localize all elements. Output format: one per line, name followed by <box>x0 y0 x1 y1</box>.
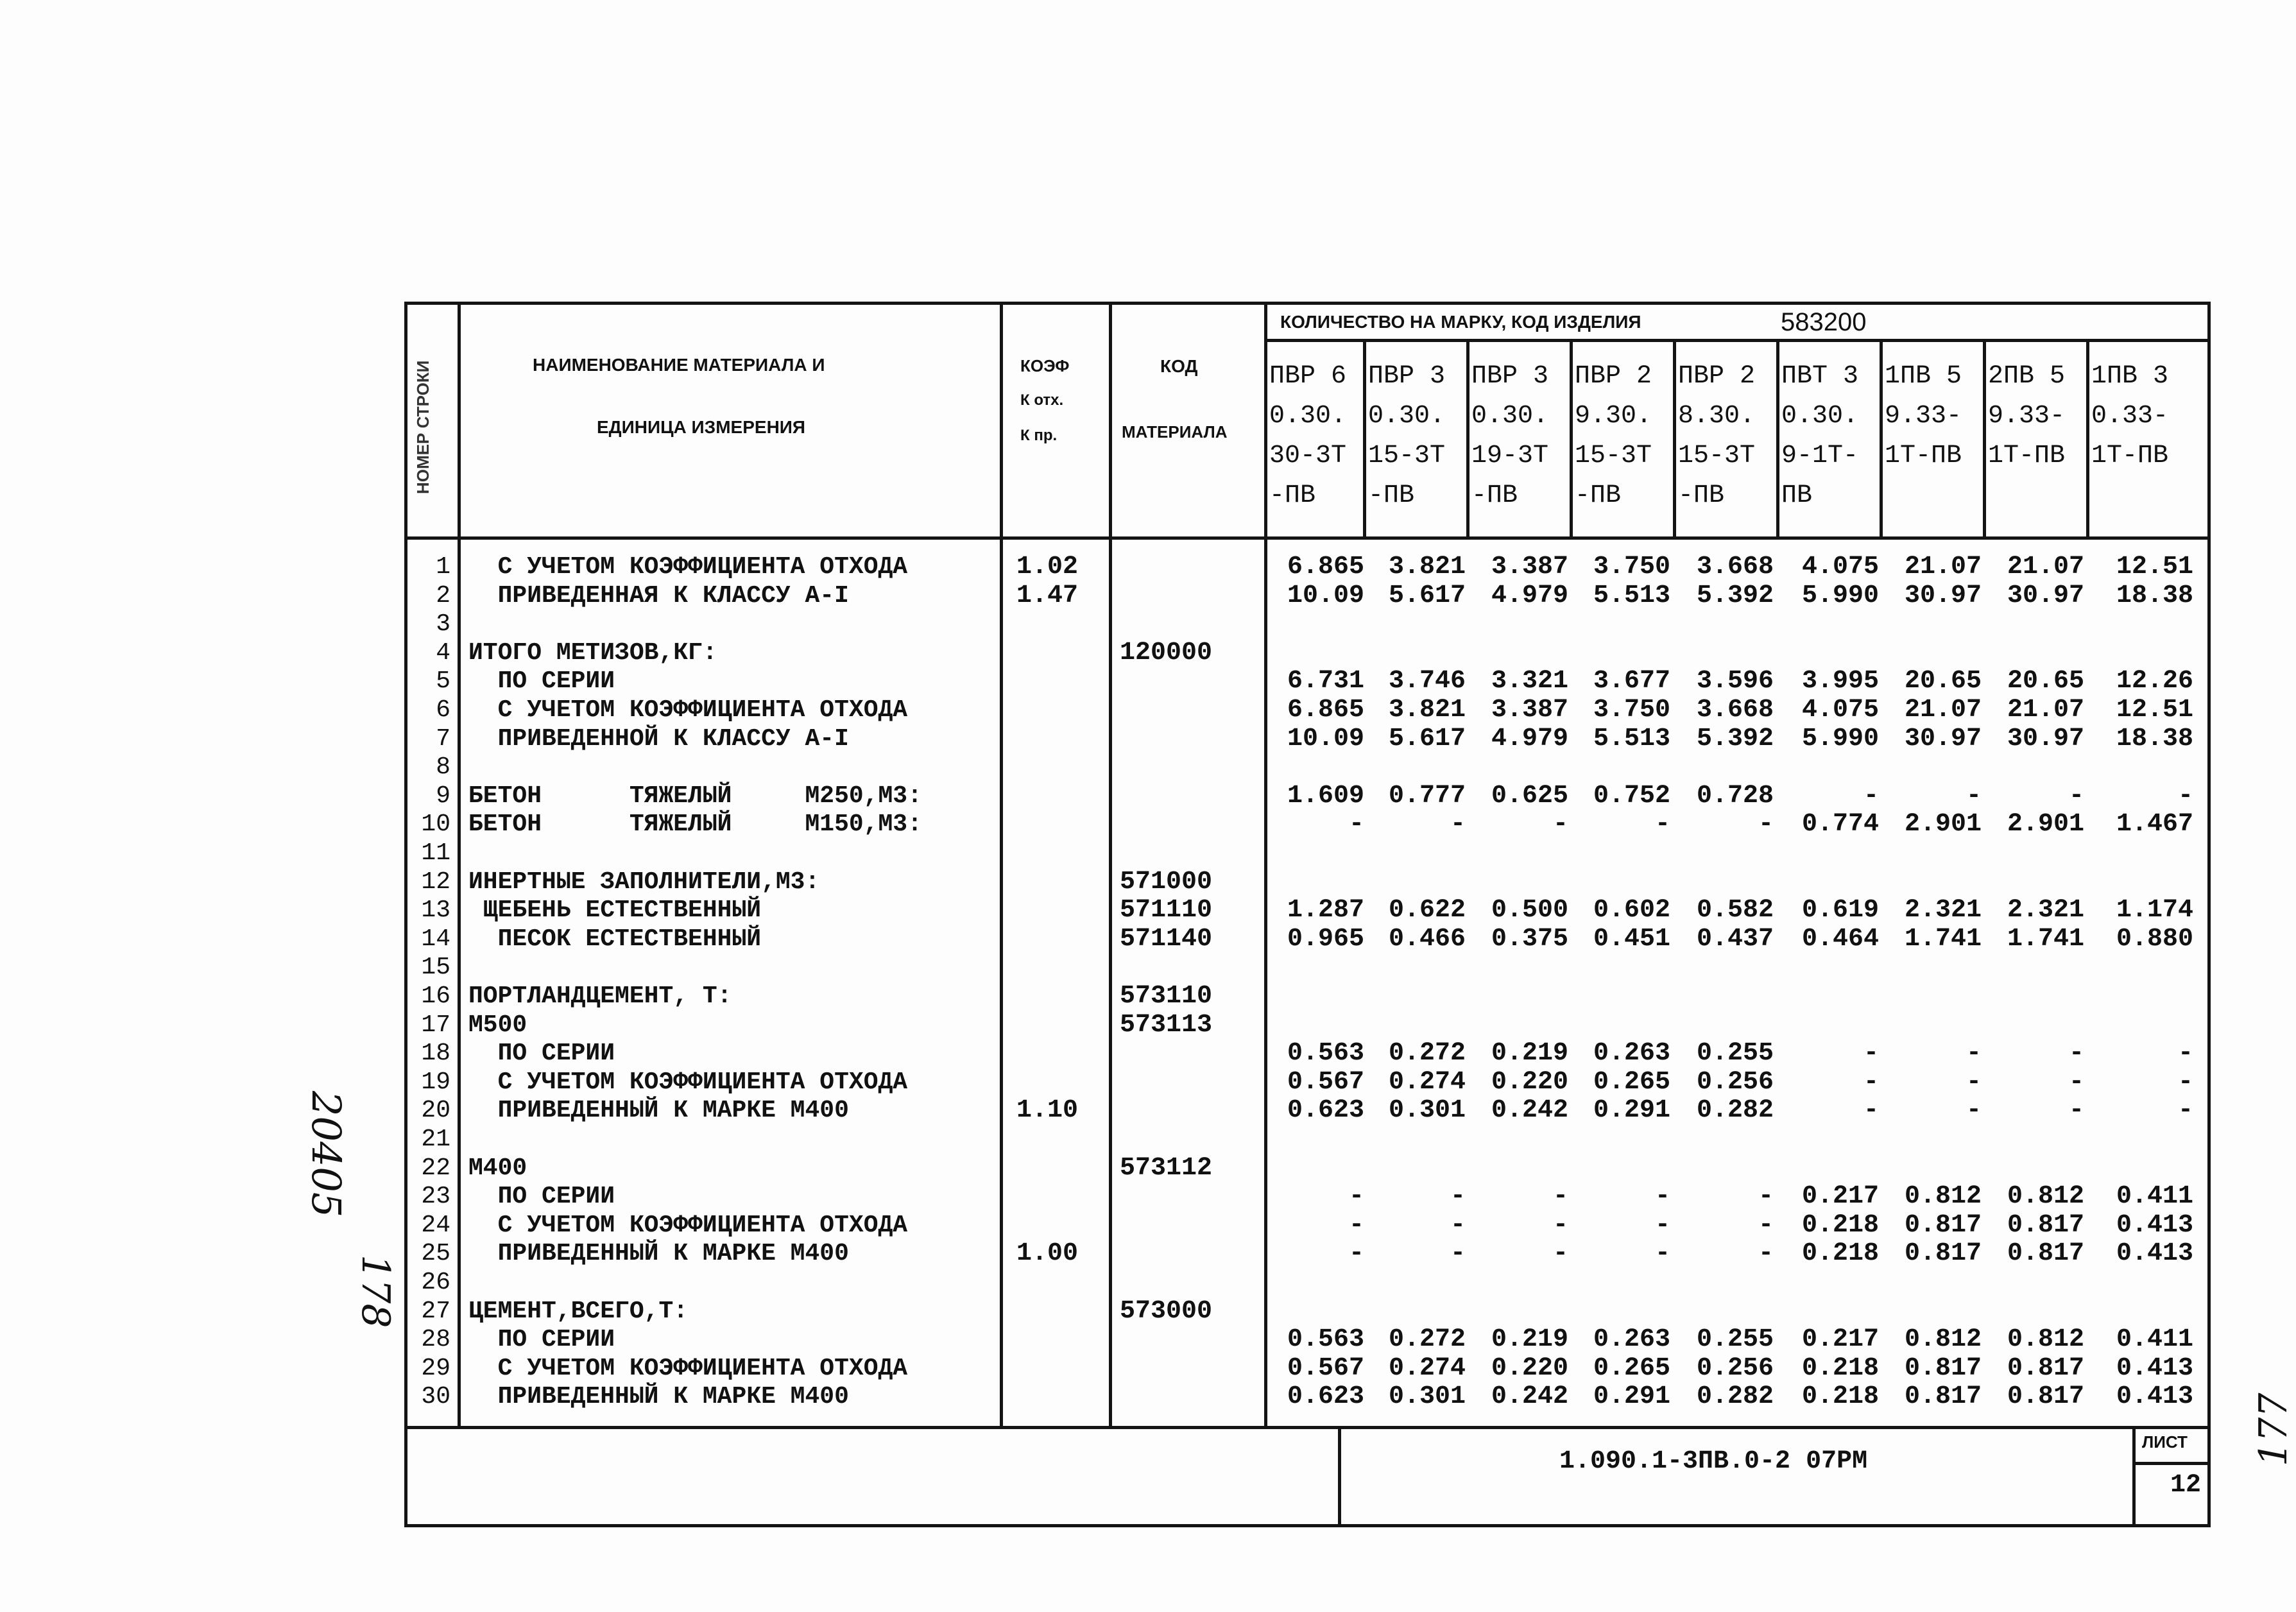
quantity-cell: - <box>2068 1096 2084 1126</box>
product-column-header-line: -ПВ <box>1471 481 1518 510</box>
quantity-cell: 0.752 <box>1593 781 1670 810</box>
quantity-cell: 0.817 <box>2007 1353 2084 1383</box>
product-column-header-line: 8.30. <box>1678 402 1756 431</box>
margin-page-right: 177 <box>2251 1393 2296 1466</box>
quantity-cell: 0.567 <box>1287 1353 1364 1383</box>
material-name: ПО СЕРИИ <box>468 1183 615 1211</box>
sheet-number: 12 <box>2170 1471 2202 1500</box>
quantity-cell: 0.217 <box>1801 1182 1879 1212</box>
product-column-header-line: 9.33- <box>1988 402 2066 431</box>
divider <box>404 1426 2211 1429</box>
quantity-cell: 0.255 <box>1696 1325 1774 1355</box>
material-name: ЦЕМЕНТ,ВСЕГО,Т: <box>468 1297 689 1325</box>
material-title-line2: ЕДИНИЦА ИЗМЕРЕНИЯ <box>597 417 806 437</box>
row-number: 22 <box>421 1154 450 1182</box>
quantity-cell: 6.731 <box>1287 667 1364 696</box>
quantity-cell: 10.09 <box>1287 724 1364 753</box>
quantity-cell: 5.990 <box>1801 581 1879 610</box>
row-number: 16 <box>421 982 450 1010</box>
material-code: 573113 <box>1120 1010 1213 1040</box>
quantity-cell: 0.218 <box>1801 1382 1879 1412</box>
material-name: ПРИВЕДЕННЫЙ К МАРКЕ М400 <box>468 1097 849 1125</box>
row-number: 12 <box>421 868 450 896</box>
product-column-header-line: 9-1Т- <box>1781 442 1859 470</box>
quantity-cell: - <box>1348 1182 1364 1212</box>
divider <box>1000 302 1003 1428</box>
divider <box>458 302 461 1428</box>
product-column-header-line: 30-3Т <box>1269 442 1347 470</box>
material-name: М500 <box>468 1011 527 1039</box>
quantity-cell: - <box>1552 1210 1568 1240</box>
quantity-cell: - <box>1450 810 1466 839</box>
divider <box>1264 339 2211 342</box>
quantity-cell: 0.291 <box>1593 1096 1670 1126</box>
quantity-cell: 0.242 <box>1491 1096 1568 1126</box>
row-number: 1 <box>436 553 450 581</box>
material-name: БЕТОН ТЯЖЕЛЫЙ М250,М3: <box>468 782 922 810</box>
quantity-cell: - <box>1863 1039 1879 1068</box>
quantity-cell: 1.609 <box>1287 781 1364 810</box>
product-column-header-line: 19-3Т <box>1471 442 1549 470</box>
product-column-header-line: ПВ <box>1781 481 1813 510</box>
quantity-cell: 0.242 <box>1491 1382 1568 1412</box>
quantity-cell: 1.287 <box>1287 896 1364 925</box>
quantity-cell: 2.901 <box>2007 810 2084 839</box>
divider <box>2086 340 2089 538</box>
quantity-cell: 12.26 <box>2116 667 2193 696</box>
product-column-header-line: 9.33- <box>1885 402 1962 431</box>
quantity-cell: 0.817 <box>1904 1210 1982 1240</box>
material-name: ПРИВЕДЕННЫЙ К МАРКЕ М400 <box>468 1383 849 1411</box>
row-number-header: НОМЕР СТРОКИ <box>413 360 433 494</box>
quantity-cell: - <box>1654 810 1670 839</box>
quantity-cell: 0.728 <box>1696 781 1774 810</box>
quantity-cell: 0.218 <box>1801 1239 1879 1269</box>
quantity-cell: 0.274 <box>1388 1067 1466 1097</box>
divider <box>2132 1426 2136 1527</box>
quantity-cell: - <box>2177 1096 2193 1126</box>
material-code: 571000 <box>1120 867 1213 896</box>
quantity-cell: 0.265 <box>1593 1353 1670 1383</box>
coef-header-line1: КОЭФ <box>1020 356 1070 375</box>
coefficient: 1.00 <box>1016 1239 1078 1269</box>
quantity-cell: 0.411 <box>2116 1182 2193 1212</box>
quantity-cell: 0.464 <box>1801 924 1879 954</box>
material-code: 120000 <box>1120 638 1213 667</box>
quantity-cell: 0.413 <box>2116 1382 2193 1412</box>
quantity-cell: - <box>1758 810 1774 839</box>
quantity-cell: - <box>1450 1210 1466 1240</box>
quantity-cell: 0.812 <box>2007 1182 2084 1212</box>
document-code: 1.090.1-3ПВ.0-2 07РМ <box>1559 1447 1868 1476</box>
product-column-header-line: 1Т-ПВ <box>1988 442 2066 470</box>
quantity-cell: 21.07 <box>1904 696 1982 725</box>
product-column-header-line: 15-3Т <box>1575 442 1652 470</box>
quantity-cell: 2.321 <box>1904 896 1982 925</box>
quantity-cell: - <box>1654 1239 1670 1269</box>
quantity-cell: 0.563 <box>1287 1325 1364 1355</box>
product-column-header-line: 0.30. <box>1269 402 1347 431</box>
divider <box>1466 340 1469 538</box>
material-name: ПРИВЕДЕННАЯ К КЛАССУ А-I <box>468 581 849 610</box>
code-header-line2: МАТЕРИАЛА <box>1122 422 1228 442</box>
material-title-line1: НАИМЕНОВАНИЕ МАТЕРИАЛА И <box>533 355 825 375</box>
quantity-cell: 0.451 <box>1593 924 1670 954</box>
row-number: 5 <box>436 667 450 696</box>
product-column-header-line: -ПВ <box>1269 481 1316 510</box>
quantity-cell: 3.750 <box>1593 696 1670 725</box>
row-number: 11 <box>421 839 450 867</box>
material-name: ИТОГО МЕТИЗОВ,КГ: <box>468 639 717 667</box>
quantity-cell: 5.392 <box>1696 581 1774 610</box>
quantity-cell: 0.274 <box>1388 1353 1466 1383</box>
material-name: М400 <box>468 1154 527 1182</box>
quantity-cell: 0.817 <box>1904 1353 1982 1383</box>
row-number: 17 <box>421 1011 450 1039</box>
quantity-cell: 21.07 <box>2007 553 2084 581</box>
quantity-cell: 0.413 <box>2116 1210 2193 1240</box>
quantity-cell: - <box>1966 1039 1982 1068</box>
quantity-cell: - <box>1758 1239 1774 1269</box>
product-column-header-line: -ПВ <box>1368 481 1415 510</box>
product-column-header-line: ПВР 2 <box>1678 362 1756 391</box>
product-column-header-line: -ПВ <box>1575 481 1622 510</box>
quantity-cell: 0.582 <box>1696 896 1774 925</box>
product-column-header-line: ПВР 3 <box>1471 362 1549 391</box>
row-number: 14 <box>421 925 450 953</box>
material-name: ИНЕРТНЫЕ ЗАПОЛНИТЕЛИ,М3: <box>468 868 820 896</box>
quantity-cell: 0.622 <box>1388 896 1466 925</box>
row-number: 20 <box>421 1097 450 1125</box>
code-header-line1: КОД <box>1160 356 1198 376</box>
quantity-cell: 0.219 <box>1491 1039 1568 1068</box>
row-number: 15 <box>421 954 450 982</box>
quantity-cell: 3.821 <box>1388 553 1466 581</box>
quantity-cell: 1.174 <box>2116 896 2193 925</box>
quantity-cell: 30.97 <box>1904 724 1982 753</box>
quantity-cell: 1.467 <box>2116 810 2193 839</box>
quantity-cell: 0.880 <box>2116 924 2193 954</box>
quantity-cell: 0.217 <box>1801 1325 1879 1355</box>
quantity-cell: 0.256 <box>1696 1353 1774 1383</box>
quantity-cell: 0.625 <box>1491 781 1568 810</box>
quantity-cell: 5.513 <box>1593 724 1670 753</box>
product-column-header-line: 15-3Т <box>1678 442 1756 470</box>
quantity-cell: 20.65 <box>2007 667 2084 696</box>
quantity-cell: 21.07 <box>2007 696 2084 725</box>
row-number: 3 <box>436 610 450 639</box>
material-name: С УЧЕТОМ КОЭФФИЦИЕНТА ОТХОДА <box>468 1211 908 1239</box>
quantity-cell: 5.392 <box>1696 724 1774 753</box>
quantity-cell: 0.812 <box>1904 1325 1982 1355</box>
row-number: 25 <box>421 1240 450 1268</box>
quantity-cell: 4.075 <box>1801 696 1879 725</box>
product-column-header-line: 2ПВ 5 <box>1988 362 2066 391</box>
quantity-cell: - <box>2177 781 2193 810</box>
material-name: ПОРТЛАНДЦЕМЕНТ, Т: <box>468 982 732 1010</box>
divider <box>1363 340 1366 538</box>
material-name: С УЧЕТОМ КОЭФФИЦИЕНТА ОТХОДА <box>468 696 908 724</box>
quantity-cell: 0.965 <box>1287 924 1364 954</box>
divider <box>1776 340 1779 538</box>
quantity-cell: 0.265 <box>1593 1067 1670 1097</box>
quantity-cell: - <box>2068 781 2084 810</box>
product-column-header-line: 0.33- <box>2091 402 2169 431</box>
material-name: ПО СЕРИИ <box>468 667 615 696</box>
product-code: 583200 <box>1781 308 1867 336</box>
material-name: ПЕСОК ЕСТЕСТВЕННЫЙ <box>468 925 762 953</box>
quantity-cell: 5.617 <box>1388 724 1466 753</box>
row-number: 10 <box>421 810 450 839</box>
quantity-cell: 0.777 <box>1388 781 1466 810</box>
product-column-header-line: ПВТ 3 <box>1781 362 1859 391</box>
quantity-cell: 0.623 <box>1287 1382 1364 1412</box>
quantity-cell: - <box>1654 1210 1670 1240</box>
row-number: 6 <box>436 696 450 724</box>
divider <box>1570 340 1573 538</box>
quantity-cell: 12.51 <box>2116 696 2193 725</box>
quantity-cell: 10.09 <box>1287 581 1364 610</box>
divider <box>2132 1462 2211 1465</box>
quantity-cell: 0.817 <box>2007 1210 2084 1240</box>
quantity-cell: 0.255 <box>1696 1039 1774 1068</box>
quantity-cell: - <box>1863 1067 1879 1097</box>
quantity-cell: - <box>1863 1096 1879 1126</box>
row-number: 8 <box>436 753 450 782</box>
product-column-header-line: 1Т-ПВ <box>1885 442 1962 470</box>
quantity-cell: 18.38 <box>2116 581 2193 610</box>
quantity-cell: 0.812 <box>2007 1325 2084 1355</box>
quantity-cell: - <box>1348 1210 1364 1240</box>
quantity-cell: - <box>1758 1182 1774 1212</box>
quantity-cell: 0.272 <box>1388 1325 1466 1355</box>
quantity-cell: 3.821 <box>1388 696 1466 725</box>
product-column-header-line: 15-3Т <box>1368 442 1446 470</box>
quantity-cell: 3.321 <box>1491 667 1568 696</box>
quantity-cell: - <box>1552 810 1568 839</box>
product-column-header-line: ПВР 6 <box>1269 362 1347 391</box>
product-column-header-line: 0.30. <box>1471 402 1549 431</box>
quantity-cell: 0.602 <box>1593 896 1670 925</box>
row-number: 29 <box>421 1354 450 1382</box>
quantity-cell: - <box>2177 1067 2193 1097</box>
product-column-header-line: -ПВ <box>1678 481 1725 510</box>
quantity-cell: 0.623 <box>1287 1096 1364 1126</box>
quantity-cell: 3.596 <box>1696 667 1774 696</box>
material-name: ЩЕБЕНЬ ЕСТЕСТВЕННЫЙ <box>468 896 762 925</box>
quantity-cell: 0.282 <box>1696 1382 1774 1412</box>
quantity-cell: 3.668 <box>1696 553 1774 581</box>
coefficient: 1.02 <box>1016 553 1078 581</box>
quantity-cell: 5.990 <box>1801 724 1879 753</box>
material-name: ПРИВЕДЕННЫЙ К МАРКЕ М400 <box>468 1240 849 1268</box>
quantity-cell: 0.218 <box>1801 1210 1879 1240</box>
material-name: С УЧЕТОМ КОЭФФИЦИЕНТА ОТХОДА <box>468 1068 908 1096</box>
material-code: 573110 <box>1120 982 1213 1011</box>
quantity-cell: 6.865 <box>1287 553 1364 581</box>
product-column-header-line: 9.30. <box>1575 402 1652 431</box>
quantity-cell: 0.291 <box>1593 1382 1670 1412</box>
quantity-cell: 0.301 <box>1388 1382 1466 1412</box>
quantity-cell: 0.563 <box>1287 1039 1364 1068</box>
quantity-cell: - <box>1552 1182 1568 1212</box>
quantity-cell: 3.387 <box>1491 696 1568 725</box>
quantity-cell: 4.979 <box>1491 724 1568 753</box>
quantity-cell: - <box>1966 1067 1982 1097</box>
quantity-cell: - <box>2068 1039 2084 1068</box>
product-column-header-line: 1ПВ 3 <box>2091 362 2169 391</box>
product-column-header-line: 0.30. <box>1368 402 1446 431</box>
quantity-cell: - <box>1966 781 1982 810</box>
quantity-cell: 1.741 <box>2007 924 2084 954</box>
row-number: 24 <box>421 1211 450 1239</box>
sheet-label: ЛИСТ <box>2142 1432 2188 1452</box>
quantity-cell: 3.387 <box>1491 553 1568 581</box>
coef-header-line3: К пр. <box>1020 427 1058 444</box>
quantity-cell: 2.321 <box>2007 896 2084 925</box>
quantity-cell: 0.256 <box>1696 1067 1774 1097</box>
quantity-cell: 0.263 <box>1593 1039 1670 1068</box>
quantity-cell: 0.219 <box>1491 1325 1568 1355</box>
quantity-cell: - <box>2068 1067 2084 1097</box>
quantity-cell: 0.437 <box>1696 924 1774 954</box>
divider <box>404 536 2211 540</box>
row-number: 4 <box>436 639 450 667</box>
coefficient: 1.47 <box>1016 581 1078 610</box>
quantity-cell: 12.51 <box>2116 553 2193 581</box>
quantity-cell: 0.413 <box>2116 1353 2193 1383</box>
row-number: 21 <box>421 1126 450 1153</box>
quantity-cell: 4.075 <box>1801 553 1879 581</box>
quantity-cell: 0.817 <box>1904 1239 1982 1269</box>
quantity-cell: - <box>1450 1182 1466 1212</box>
quantity-cell: 1.741 <box>1904 924 1982 954</box>
quantity-cell: 0.817 <box>2007 1382 2084 1412</box>
material-code: 573000 <box>1120 1296 1213 1326</box>
margin-page-left: 178 <box>353 1255 398 1328</box>
margin-note-number: 20405 <box>303 1091 350 1218</box>
quantity-cell: 20.65 <box>1904 667 1982 696</box>
coef-header-line2: К отх. <box>1020 391 1064 409</box>
quantity-cell: - <box>1348 810 1364 839</box>
quantity-cell: 0.301 <box>1388 1096 1466 1126</box>
quantity-cell: 3.677 <box>1593 667 1670 696</box>
quantity-cell: 0.500 <box>1491 896 1568 925</box>
product-column-header-line: ПВР 2 <box>1575 362 1652 391</box>
product-column-header-line: 1Т-ПВ <box>2091 442 2169 470</box>
material-code: 571110 <box>1120 896 1213 925</box>
material-name: ПО СЕРИИ <box>468 1040 615 1068</box>
quantity-cell: - <box>1552 1239 1568 1269</box>
quantity-cell: 0.413 <box>2116 1239 2193 1269</box>
row-number: 19 <box>421 1068 450 1096</box>
quantity-cell: 0.774 <box>1801 810 1879 839</box>
quantity-cell: - <box>1450 1239 1466 1269</box>
quantity-cell: - <box>1758 1210 1774 1240</box>
quantity-cell: 6.865 <box>1287 696 1364 725</box>
material-code: 573112 <box>1120 1153 1213 1183</box>
material-name: С УЧЕТОМ КОЭФФИЦИЕНТА ОТХОДА <box>468 1354 908 1382</box>
row-number: 23 <box>421 1183 450 1211</box>
quantity-cell: 0.817 <box>2007 1239 2084 1269</box>
product-column-header-line: ПВР 3 <box>1368 362 1446 391</box>
divider <box>1880 340 1883 538</box>
quantity-cell: - <box>1654 1182 1670 1212</box>
material-name: ПРИВЕДЕННОЙ К КЛАССУ А-I <box>468 725 849 753</box>
quantity-cell: 0.263 <box>1593 1325 1670 1355</box>
row-number: 26 <box>421 1269 450 1296</box>
quantity-cell: 5.513 <box>1593 581 1670 610</box>
quantity-header: КОЛИЧЕСТВО НА МАРКУ, КОД ИЗДЕЛИЯ <box>1280 312 1641 332</box>
quantity-cell: 30.97 <box>2007 724 2084 753</box>
material-name: БЕТОН ТЯЖЕЛЫЙ М150,М3: <box>468 810 922 839</box>
document-sheet <box>404 302 2211 1527</box>
quantity-cell: - <box>2177 1039 2193 1068</box>
quantity-cell: 0.282 <box>1696 1096 1774 1126</box>
row-number: 18 <box>421 1040 450 1068</box>
quantity-cell: 0.812 <box>1904 1182 1982 1212</box>
coefficient: 1.10 <box>1016 1096 1078 1126</box>
material-name: ПО СЕРИИ <box>468 1326 615 1354</box>
quantity-cell: 3.750 <box>1593 553 1670 581</box>
quantity-cell: 0.218 <box>1801 1353 1879 1383</box>
quantity-cell: - <box>1348 1239 1364 1269</box>
quantity-cell: 0.619 <box>1801 896 1879 925</box>
quantity-cell: 2.901 <box>1904 810 1982 839</box>
quantity-cell: 0.411 <box>2116 1325 2193 1355</box>
quantity-cell: 0.817 <box>1904 1382 1982 1412</box>
row-number: 2 <box>436 581 450 610</box>
quantity-cell: 0.567 <box>1287 1067 1364 1097</box>
quantity-cell: 30.97 <box>2007 581 2084 610</box>
product-column-header-line: 0.30. <box>1781 402 1859 431</box>
row-number: 27 <box>421 1297 450 1325</box>
quantity-cell: 0.375 <box>1491 924 1568 954</box>
quantity-cell: 3.995 <box>1801 667 1879 696</box>
divider <box>1109 302 1112 1428</box>
quantity-cell: 0.220 <box>1491 1067 1568 1097</box>
quantity-cell: 3.668 <box>1696 696 1774 725</box>
product-column-header-line: 1ПВ 5 <box>1885 362 1962 391</box>
material-name: С УЧЕТОМ КОЭФФИЦИЕНТА ОТХОДА <box>468 553 908 581</box>
material-code: 571140 <box>1120 924 1213 954</box>
quantity-cell: 0.466 <box>1388 924 1466 954</box>
quantity-cell: - <box>1863 781 1879 810</box>
quantity-cell: 3.746 <box>1388 667 1466 696</box>
quantity-cell: 0.272 <box>1388 1039 1466 1068</box>
row-number: 13 <box>421 896 450 925</box>
quantity-cell: 4.979 <box>1491 581 1568 610</box>
divider <box>1673 340 1676 538</box>
quantity-cell: 5.617 <box>1388 581 1466 610</box>
quantity-cell: 30.97 <box>1904 581 1982 610</box>
quantity-cell: 21.07 <box>1904 553 1982 581</box>
row-number: 30 <box>421 1383 450 1411</box>
row-number: 28 <box>421 1326 450 1354</box>
divider <box>1983 340 1986 538</box>
row-number: 7 <box>436 725 450 753</box>
quantity-cell: - <box>1966 1096 1982 1126</box>
quantity-cell: 18.38 <box>2116 724 2193 753</box>
quantity-cell: 0.220 <box>1491 1353 1568 1383</box>
divider <box>1338 1426 1341 1527</box>
row-number: 9 <box>436 782 450 810</box>
